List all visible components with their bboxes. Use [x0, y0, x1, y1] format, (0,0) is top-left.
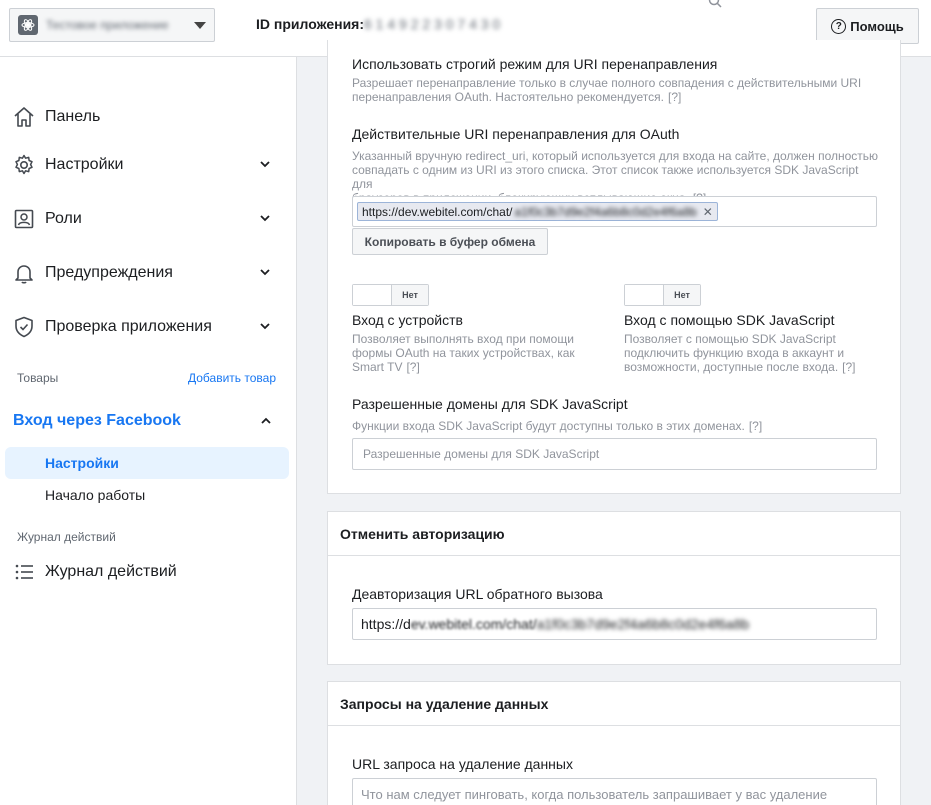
- sidebar-item-label: Проверка приложения: [45, 318, 212, 335]
- js-sdk-login-desc-line: возможности, доступные после входа.: [624, 360, 839, 374]
- help-link[interactable]: [?]: [406, 360, 420, 374]
- search-icon[interactable]: [708, 0, 722, 8]
- facebook-login-label: Вход через Facebook: [13, 412, 181, 429]
- sidebar-item-label: Журнал действий: [45, 563, 177, 580]
- help-link[interactable]: [?]: [667, 90, 682, 104]
- toggle-state: Нет: [664, 285, 700, 305]
- toggle-knob: [353, 285, 392, 305]
- help-button-label: Помощь: [850, 18, 904, 34]
- activity-section-label: Журнал действий: [17, 530, 116, 544]
- oauth-settings-card: [327, 40, 901, 494]
- deauthorize-header: Отменить авторизацию: [328, 512, 900, 556]
- strict-mode-title: Использовать строгий режим для URI перенаправления: [352, 56, 718, 72]
- device-login-toggle[interactable]: [352, 284, 429, 306]
- js-sdk-login-desc-line: подключить функцию входа в аккаунт и: [624, 346, 845, 360]
- sidebar-subitem-settings[interactable]: [5, 447, 289, 479]
- strict-mode-desc: [352, 76, 882, 104]
- app-name: Тестовое приложение: [46, 18, 169, 32]
- device-login-desc-line: Позволяет выполнять вход при помощи: [352, 332, 574, 346]
- app-id-value: 6 1 4 9 2 2 3 0 7 4 3 0: [364, 16, 501, 32]
- device-login-desc: [352, 332, 602, 374]
- uri-token-rest: a1f0c3b7d9e2f4a6b8c0d2e4f6a8b: [514, 204, 697, 219]
- question-icon: ?: [831, 19, 846, 34]
- list-icon: [12, 560, 36, 584]
- redirect-uris-desc-line: Указанный вручную redirect_uri, который используется для входа на сайте, должен полностью: [352, 149, 879, 163]
- sdk-domains-title: Разрешенные домены для SDK JavaScript: [352, 396, 628, 412]
- bell-icon: [12, 261, 36, 285]
- device-login-title: Вход с устройств: [352, 312, 463, 328]
- data-deletion-label: URL запроса на удаление данных: [352, 756, 573, 772]
- help-link[interactable]: [?]: [748, 419, 763, 433]
- roles-icon: [12, 207, 36, 231]
- sidebar-item-alerts[interactable]: [12, 258, 277, 288]
- sidebar-item-roles[interactable]: [12, 204, 277, 234]
- deauth-callback-input[interactable]: [352, 608, 877, 640]
- sdk-domains-input[interactable]: [352, 438, 877, 470]
- gear-icon: [12, 153, 36, 177]
- sidebar-item-label: Настройки: [45, 156, 124, 173]
- sdk-domains-desc-line: Функции входа SDK JavaScript будут доступны только в этих доменах.: [352, 419, 745, 433]
- copy-to-clipboard-button[interactable]: Копировать в буфер обмена: [352, 228, 548, 255]
- sidebar-item-dashboard[interactable]: [12, 102, 277, 132]
- sdk-domains-placeholder: Разрешенные домены для SDK JavaScript: [363, 447, 600, 461]
- js-sdk-login-desc-line: Позволяет с помощью SDK JavaScript: [624, 332, 836, 346]
- deauth-callback-label: Деавторизация URL обратного вызова: [352, 586, 603, 602]
- strict-mode-desc-line: Разрешает перенаправление только в случае полного совпадения с действительными URI: [352, 76, 862, 90]
- deauth-url-prefix: https://d: [361, 616, 411, 632]
- redirect-uris-title: Действительные URI перенаправления для OAuth: [352, 126, 680, 142]
- js-sdk-login-desc: [624, 332, 884, 374]
- sidebar: [0, 57, 297, 805]
- chevron-down-icon: [259, 266, 271, 278]
- help-button[interactable]: [816, 8, 919, 44]
- sidebar-item-label: Предупреждения: [45, 264, 173, 281]
- deauth-url-rest: a1f0c3b7d9e2f4a6b8c0d2e4f6a8b: [536, 616, 750, 632]
- add-product-link[interactable]: Добавить товар: [188, 371, 276, 385]
- app-id-label: ID приложения:: [256, 16, 365, 32]
- device-login-desc-line: формы OAuth на таких устройствах, как: [352, 346, 575, 360]
- help-link[interactable]: [?]: [842, 360, 856, 374]
- data-deletion-input[interactable]: [352, 778, 877, 805]
- chevron-up-icon: [260, 415, 272, 427]
- sdk-domains-desc: [352, 419, 882, 433]
- sidebar-item-label: Панель: [45, 108, 101, 125]
- chevron-down-icon: [259, 212, 271, 224]
- caret-down-icon: [194, 22, 206, 29]
- sidebar-item-label: Роли: [45, 210, 82, 227]
- data-deletion-placeholder: Что нам следует пинговать, когда пользователь запрашивает у вас удаление: [361, 786, 828, 802]
- deauthorize-card: [327, 511, 901, 665]
- app-selector[interactable]: [9, 8, 215, 42]
- sidebar-subitem-getting-started[interactable]: Начало работы: [45, 487, 146, 503]
- sidebar-item-settings[interactable]: [12, 150, 277, 180]
- sidebar-item-app-review[interactable]: [12, 312, 277, 342]
- sidebar-subitem-label: Настройки: [45, 455, 119, 471]
- uri-token-prefix: https://dev.webitel.com/chat/: [362, 204, 513, 219]
- sidebar-item-facebook-login[interactable]: [13, 410, 278, 432]
- remove-token-icon[interactable]: ✕: [702, 204, 713, 219]
- chevron-down-icon: [259, 158, 271, 170]
- app-icon: [18, 15, 38, 35]
- js-sdk-login-toggle[interactable]: [624, 284, 701, 306]
- strict-mode-desc-line: перенаправления OAuth. Настоятельно рекомендуется.: [352, 90, 664, 104]
- toggle-knob: [625, 285, 664, 305]
- sidebar-item-activity-log[interactable]: [12, 557, 277, 587]
- deauth-url-mid: ev.webitel.com/chat/: [410, 616, 537, 632]
- toggle-state: Нет: [392, 285, 428, 305]
- js-sdk-login-title: Вход с помощью SDK JavaScript: [624, 312, 835, 328]
- device-login-desc-line: Smart TV: [352, 360, 403, 374]
- chevron-down-icon: [259, 320, 271, 332]
- redirect-uris-desc-line: совпадать с одним из URI из этого списка. Этот список также используется SDK JavaScript для: [352, 163, 859, 191]
- redirect-uris-input[interactable]: [352, 196, 877, 227]
- data-deletion-card: [327, 681, 901, 805]
- home-icon: [12, 105, 36, 129]
- data-deletion-header: Запросы на удаление данных: [328, 682, 900, 726]
- shield-check-icon: [12, 315, 36, 339]
- products-section-label: Товары: [17, 371, 59, 385]
- uri-token: [357, 202, 718, 221]
